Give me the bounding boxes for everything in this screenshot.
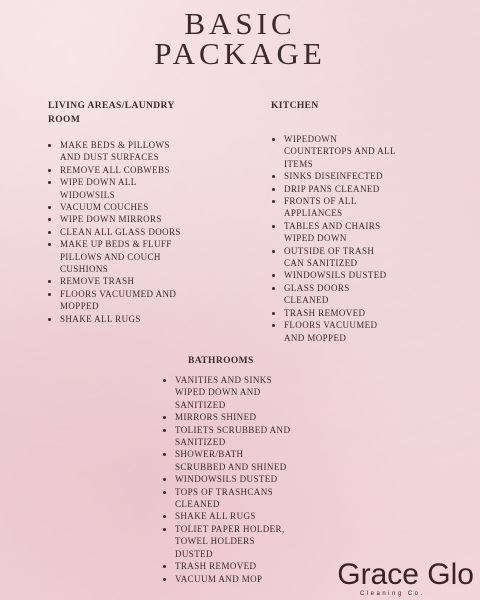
list-item: FLOORS VACUUMED AND MOPPED bbox=[48, 288, 188, 313]
list-item: FRONTS OF ALL APPLIANCES bbox=[272, 195, 396, 220]
page-title-line-2: PACKAGE bbox=[154, 36, 326, 71]
list-item: MAKE UP BEDS & FLUFF PILLOWS AND COUCH CUSHIONS bbox=[48, 238, 188, 275]
list-item: TOPS OF TRASHCANS CLEANED bbox=[163, 486, 295, 511]
list-item: TABLES AND CHAIRS WIPED DOWN bbox=[272, 220, 396, 245]
list-item: WINDOWSILS DUSTED bbox=[272, 269, 396, 281]
list-item: VACUUM COUCHES bbox=[48, 201, 188, 213]
list-item: CLEAN ALL GLASS DOORS bbox=[48, 226, 188, 238]
living-areas-heading: LIVING AREAS/LAUNDRY ROOM bbox=[48, 101, 175, 125]
list-item: WIPE DOWN ALL WIDOWSILS bbox=[48, 176, 188, 201]
list-item: SHAKE ALL RUGS bbox=[163, 510, 295, 522]
list-item: SINKS DISEINFECTED bbox=[272, 170, 396, 182]
list-item: WIPE DOWN MIRRORS bbox=[48, 213, 188, 225]
kitchen-list bbox=[272, 133, 396, 344]
list-item: TOLIET PAPER HOLDER, TOWEL HOLDERS DUSTED bbox=[163, 523, 295, 560]
bathrooms-list bbox=[163, 374, 295, 585]
brand-logo: Grace Glo bbox=[337, 558, 474, 591]
list-item: FLOORS VACUUMED AND MOPPED bbox=[272, 319, 396, 344]
list-item: VACUUM AND MOP bbox=[163, 573, 295, 585]
page-title-line-1: BASIC bbox=[184, 6, 296, 41]
list-item: REMOVE TRASH bbox=[48, 275, 188, 287]
list-item: REMOVE ALL COBWEBS bbox=[48, 164, 188, 176]
list-item: DRIP PANS CLEANED bbox=[272, 183, 396, 195]
list-item: SHAKE ALL RUGS bbox=[48, 313, 188, 325]
list-item: SHOWER/BATH SCRUBBED AND SHINED bbox=[163, 448, 295, 473]
list-item: TRASH REMOVED bbox=[163, 560, 295, 572]
brand-tagline: Cleaning Co. bbox=[360, 591, 425, 597]
list-item: MIRRORS SHINED bbox=[163, 411, 295, 423]
kitchen-heading: KITCHEN bbox=[271, 101, 319, 111]
list-item: MAKE BEDS & PILLOWS AND DUST SURFACES bbox=[48, 139, 188, 164]
list-item: OUTSIDE OF TRASH CAN SANITIZED bbox=[272, 245, 396, 270]
list-item: VANITIES AND SINKS WIPED DOWN AND SANITIZED bbox=[163, 374, 295, 411]
list-item: TRASH REMOVED bbox=[272, 307, 396, 319]
bathrooms-heading: BATHROOMS bbox=[188, 356, 254, 366]
list-item: TOLIETS SCRUBBED AND SANITIZED bbox=[163, 424, 295, 449]
list-item: WIPEDOWN COUNTERTOPS AND ALL ITEMS bbox=[272, 133, 396, 170]
living-areas-list bbox=[48, 139, 188, 325]
list-item: GLASS DOORS CLEANED bbox=[272, 282, 396, 307]
list-item: WINDOWSILS DUSTED bbox=[163, 473, 295, 485]
